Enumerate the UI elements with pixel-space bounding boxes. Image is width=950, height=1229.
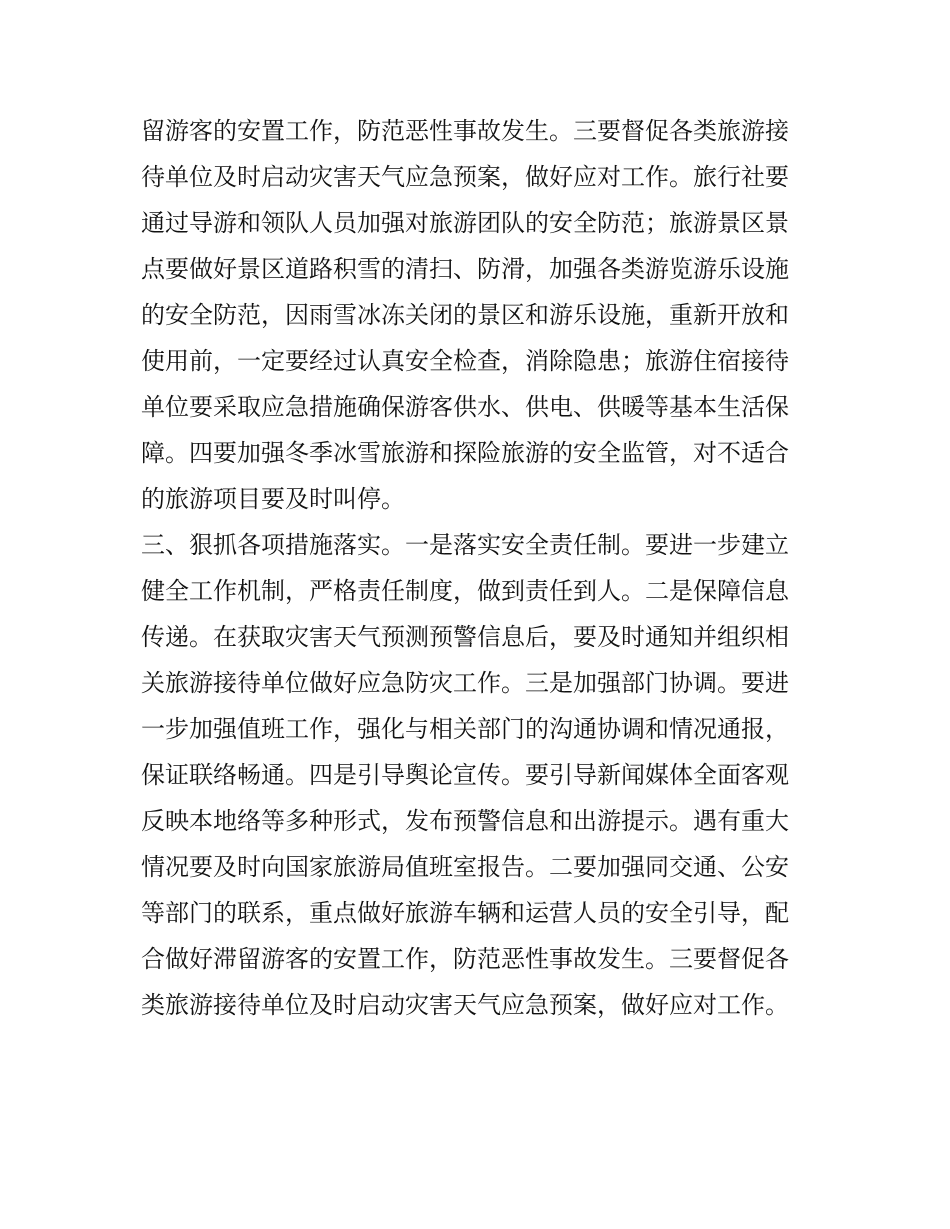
text-line: 关旅游接待单位做好应急防灾工作。三是加强部门协调。要进 [141, 669, 789, 697]
text-line: 健全工作机制，严格责任制度，做到责任到人。二是保障信息 [141, 577, 789, 605]
text-line: 点要做好景区道路积雪的清扫、防滑，加强各类游览游乐设施 [141, 255, 789, 283]
text-line: 通过导游和领队人员加强对旅游团队的安全防范；旅游景区景 [141, 209, 789, 237]
text-line: 情况要及时向国家旅游局值班室报告。二要加强同交通、公安 [141, 853, 789, 881]
body-text [141, 108, 821, 1028]
text-line: 单位要采取应急措施确保游客供水、供电、供暖等基本生活保 [141, 393, 789, 421]
text-line: 的旅游项目要及时叫停。 [141, 485, 405, 513]
text-line: 保证联络畅通。四是引导舆论宣传。要引导新闻媒体全面客观 [141, 761, 789, 789]
text-line: 三、狠抓各项措施落实。一是落实安全责任制。要进一步建立 [141, 531, 789, 559]
text-line: 类旅游接待单位及时启动灾害天气应急预案，做好应对工作。 [141, 991, 789, 1019]
text-line: 使用前，一定要经过认真安全检查，消除隐患；旅游住宿接待 [141, 347, 789, 375]
text-line: 合做好滞留游客的安置工作，防范恶性事故发生。三要督促各 [141, 945, 789, 973]
text-line: 留游客的安置工作，防范恶性事故发生。三要督促各类旅游接 [141, 117, 789, 145]
text-line: 等部门的联系，重点做好旅游车辆和运营人员的安全引导，配 [141, 899, 789, 927]
text-line: 的安全防范，因雨雪冰冻关闭的景区和游乐设施，重新开放和 [141, 301, 789, 329]
text-line: 待单位及时启动灾害天气应急预案，做好应对工作。旅行社要 [141, 163, 789, 191]
text-line: 障。四要加强冬季冰雪旅游和探险旅游的安全监管，对不适合 [141, 439, 789, 467]
text-line: 传递。在获取灾害天气预测预警信息后，要及时通知并组织相 [141, 623, 789, 651]
text-line: 反映本地络等多种形式，发布预警信息和出游提示。遇有重大 [141, 807, 789, 835]
text-line: 一步加强值班工作，强化与相关部门的沟通协调和情况通报， [141, 715, 789, 743]
